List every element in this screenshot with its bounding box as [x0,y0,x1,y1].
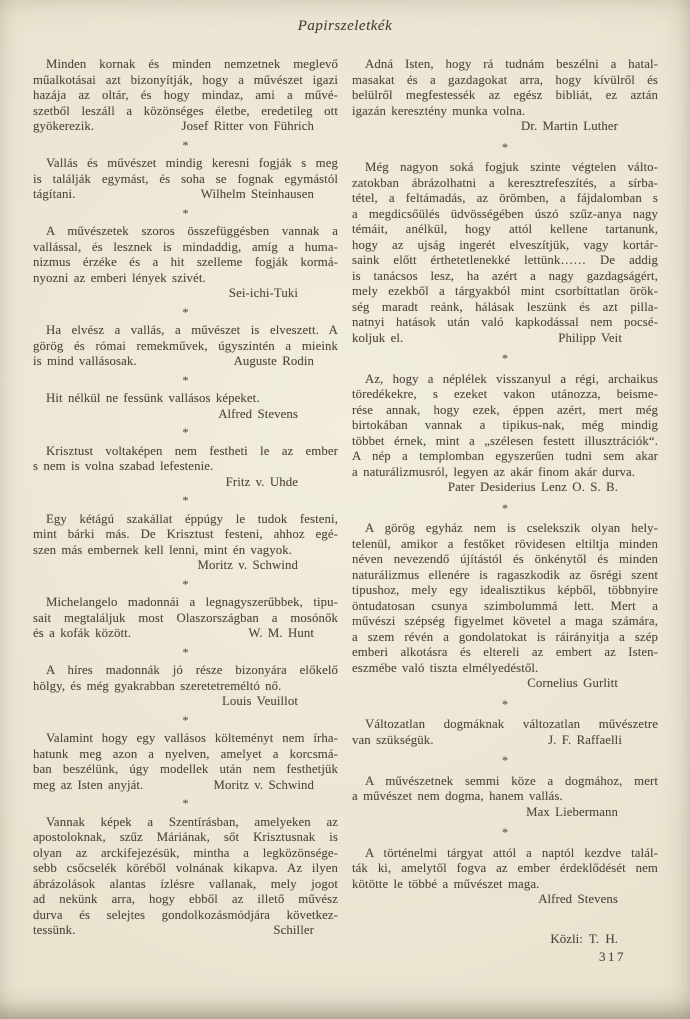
quote-line: Krisztust voltaképen nem festheti le az ember [46,443,338,458]
attribution: Moritz v. Schwind [213,777,314,792]
quote-line: kötötte le többé a művészet maga. [352,876,540,891]
quote-line: ták ki, amelytől fogva az ember érdeklődését nem [352,861,658,875]
quote-text: tágítani. [33,187,76,201]
quote-text: is mind vallásosak. [33,354,137,368]
quote-line: ábrázolások alantas ízlésre vallanak, mely jogot [33,876,338,891]
asterisk-separator: * [182,304,189,319]
quote-line [33,354,338,370]
quote-text: és a kofák között. [33,626,132,640]
asterisk-separator: * [182,425,189,439]
quote-line: ad nekünk arra, hogy ebből az illető művész [33,892,338,906]
quote-line: Az, hogy a néplélek visszanyul a régi, archaikus [365,371,658,386]
attribution: Sei-ichi-Tuki [228,286,298,300]
quote-line: hölgy, és még gyakrabban szeretetreméltó nő. [33,678,282,693]
quote-line: töredékekre, s ezeket vakon utánozza, beisme- [352,387,658,401]
right-column [352,57,658,908]
attribution: Alfred Stevens [218,406,298,421]
quote-line: saink előtt érthetetlenekké lettünk…… De addig [352,253,658,267]
page-number: 317 [599,949,626,964]
quote-block [33,815,338,939]
quote-line: öntudatosan csunya szimbolummá lett. Mert a [352,598,658,613]
quote-line: Hit nélkül ne fessünk vallásos képeket. [46,391,260,405]
asterisk-separator: * [182,493,189,507]
quote-line: a művészet nem dogma, hanem vallás. [352,789,563,803]
quote-line: naturálizmus ellenére is ragaszkodik az ősrégi szent [352,567,658,582]
quote-line: durva és selejtes gondolkozásmódjára következ- [33,907,338,922]
attribution: Louis Veuillot [221,694,298,708]
quote-line: A nép a templomban egyszerűen tudni sem akar [352,449,658,463]
quote-line: hatunk meg azon a nyelven, amelyet a korcsmá- [33,746,338,761]
quote-text: gyökerezik. [33,119,95,133]
quote-line: Ha elvész a vallás, a művészet is elveszett. A [46,323,338,337]
quote-block [33,224,338,302]
quote-line: A művészetnek semmi köze a dogmához, mert [365,773,658,788]
quote-line: Vallás és művészet mindig keresni fogják s meg [46,156,338,170]
quote-line: Adná Isten, hogy rá tudnám beszélni a hatal- [365,57,658,71]
quote-line: ban beszélünk, úgy modellek után nem festhetjük [33,762,338,776]
attribution: Schiller [273,923,314,937]
attribution: Moritz v. Schwind [197,558,298,572]
attribution: Dr. Martin Luther [520,119,618,133]
quote-text: koljuk el. [352,330,404,345]
quote-line [33,778,338,794]
quote-block [33,512,338,574]
page-header: Papirszeletkék [297,18,393,34]
quote-line: belülről megfestessék az egész bibliát, ez aztán [352,88,658,102]
quote-block [352,160,658,346]
quote-line: olyan az arckifejezésük, mintha a legközönsége- [33,845,338,860]
asterisk-separator: * [182,137,189,152]
asterisk-separator: * [182,576,189,591]
quote-line: Egy kétágú szakállat éppúgy le tudok festeni, [46,511,338,526]
quote-line: műalkotásai azt bizonyítják, hogy a művészet igazi [33,72,338,87]
attribution: Josef Ritter von Führich [181,119,314,133]
quote-line: birtokában vannak a tipikus-nak, még mindig [352,418,658,432]
quote-line: Minden kornak és minden nemzetnek meglevő [46,57,338,71]
quote-line: Valamint hogy egy vallásos költeményt nem írha- [46,731,338,745]
quote-line: a szem révén a gondolatokat is ráirányitja a szép [352,629,658,644]
quote-line: a megdicsőülés üdvösségében úszó szűz-anya nagy [352,206,658,221]
quote-line: görög és római remekművek, úgyszintén a mieink [33,338,338,353]
quote-line: szen más embernek kell lenni, mint én vagyok. [33,542,293,557]
quote-line [33,187,338,203]
quote-line: tipushoz, mely egy idealisztikus képből, többnyire [352,583,658,597]
quote-block [352,717,658,748]
quote-line: sebb csőcselék köréből volnának kikapva. Az ilyen [33,861,338,875]
attribution: Alfred Stevens [538,892,618,906]
left-column [33,57,338,939]
quote-line: telenül, amikor a festőket rövidesen eltiltja minden [352,536,658,551]
asterisk-separator: * [182,644,189,659]
quote-block [33,444,338,491]
quote-line [352,331,658,347]
quote-block [352,846,658,908]
quote-block [33,663,338,710]
asterisk-separator: * [501,139,509,154]
attribution: W. M. Hunt [248,626,314,640]
quote-line: Michelangelo madonnái a legnagyszerűbbek, tipu- [46,595,338,609]
attribution: Wilhelm Steinhausen [200,187,314,201]
quote-line: többet érnek, mint a „szélesen festett illusztrációk“. [352,433,658,448]
attribution: Max Liebermann [526,804,618,819]
quote-line: Még nagyon soká fogjuk szinte végtelen válto- [365,160,658,174]
quote-line: nyozni az emberi lények szivét. [33,270,206,285]
quote-line: is találják egymást, és soha se fognak egymástól [33,171,338,186]
quote-line: szetből leszáll a közönséges életbe, eredetileg ott [33,103,338,118]
attribution: Philipp Veit [558,330,622,345]
asterisk-separator: * [501,696,509,711]
attribution: J. F. Raffaelli [548,732,622,747]
quote-block [352,57,658,135]
quote-line: A görög egyház nem is cselekszik olyan hely- [365,521,658,535]
quote-line: s nem is volna szabad lefestenie. [33,459,214,473]
quote-line: zatokban ábrázolhatni a keresztrefeszítés, a sírba- [352,175,658,190]
quote-block [33,156,338,203]
asterisk-separator: * [501,351,509,365]
quote-line: mint bárki más. De Krisztust festeni, ahhoz egé- [33,527,338,541]
quote-line: vallással, és lesznek is mindaddig, amíg a huma- [33,239,338,254]
asterisk-separator: * [501,753,509,767]
quote-line: témáit, anélkül, hogy attól kellene tartanunk, [352,222,658,236]
submitted-by: Közli: T. H. [550,931,618,946]
quote-block [33,391,338,422]
quote-line: natnyi hatások után való kapkodással nem pocsé- [352,315,658,329]
attribution: Cornelius Gurlitt [527,676,618,690]
quote-line: Változatlan dogmáknak változatlan művészetre [365,717,658,731]
quote-line: masakat és a gazdagokat arra, hogy kívülről és [352,72,658,87]
attribution: Fritz v. Uhde [225,474,298,489]
quote-line: Vannak képek a Szentírásban, amelyeken az [46,814,338,829]
quote-block [33,595,338,642]
quote-line: mely ezekből a tárgyakból mint csorbíttatlan örök- [352,284,658,298]
asterisk-separator: * [182,205,189,220]
quote-line: hazája az oltár, és hogy mindaz, ami a művé- [33,88,338,102]
quote-line: A történelmi tárgyat attól a naptól kezdve talál- [365,845,658,860]
quote-block [352,774,658,821]
quote-line: néven nevezendő újítástól és önkénytől és minden [352,552,658,566]
quote-line: sait megtaláljuk most Olaszországban a mosónők [33,610,338,625]
asterisk-separator: * [501,825,509,839]
asterisk-separator: * [501,500,509,515]
quote-line: tétel, a feltámadás, az örömben, a fájdalomban s [352,191,658,205]
quote-line: apostoloknak, szűz Máriának, sőt Krisztusnak is [33,830,338,844]
quote-line: is tanácsos lesz, ha azért a nagy gazdagságért, [352,268,658,283]
asterisk-separator: * [182,796,189,810]
quote-block [33,57,338,135]
asterisk-separator: * [182,372,189,387]
quote-line [33,923,338,939]
quote-line: eszmébe való tiszta elmélyedéstől. [352,660,539,675]
asterisk-separator: * [182,712,189,727]
quote-text: tessünk. [33,923,76,937]
quote-block [33,323,338,370]
quote-line: művészi szépség figyelmet követel a maga számára, [352,614,658,628]
quote-line: a naturálizmusról, legyen az akár finom akár durva. [352,464,636,479]
quote-line [33,119,338,135]
quote-line [352,733,658,749]
quote-line [33,626,338,642]
attribution: Pater Desiderius Lenz O. S. B. [447,480,618,494]
quote-line: ség maradt reánk, hálásak leszünk és azt pilla- [352,299,658,314]
quote-block [352,372,658,496]
quote-line: emberi alkotásra és eltereli az embert az Isten- [352,645,658,659]
quote-line: A művészetek szoros összefüggésben vannak a [46,224,338,238]
quote-text: van szükségük. [352,732,434,747]
quote-block [33,731,338,793]
attribution: Auguste Rodin [233,354,314,368]
quote-line: A híres madonnák jó része bizonyára előkelő [46,663,338,677]
quote-line: nizmus érzéke és a hit szelleme fogják kormá- [33,255,338,269]
quote-line: hogy az ujság ingerét elveszítjük, vagy kortár- [352,237,658,252]
quote-line: igazán keresztény munka volna. [352,103,526,118]
quote-line: rése annak, hogy ezek, éppen azért, mert még [352,402,658,417]
quote-text: meg az Isten anyját. [33,777,144,792]
quote-block [352,521,658,692]
